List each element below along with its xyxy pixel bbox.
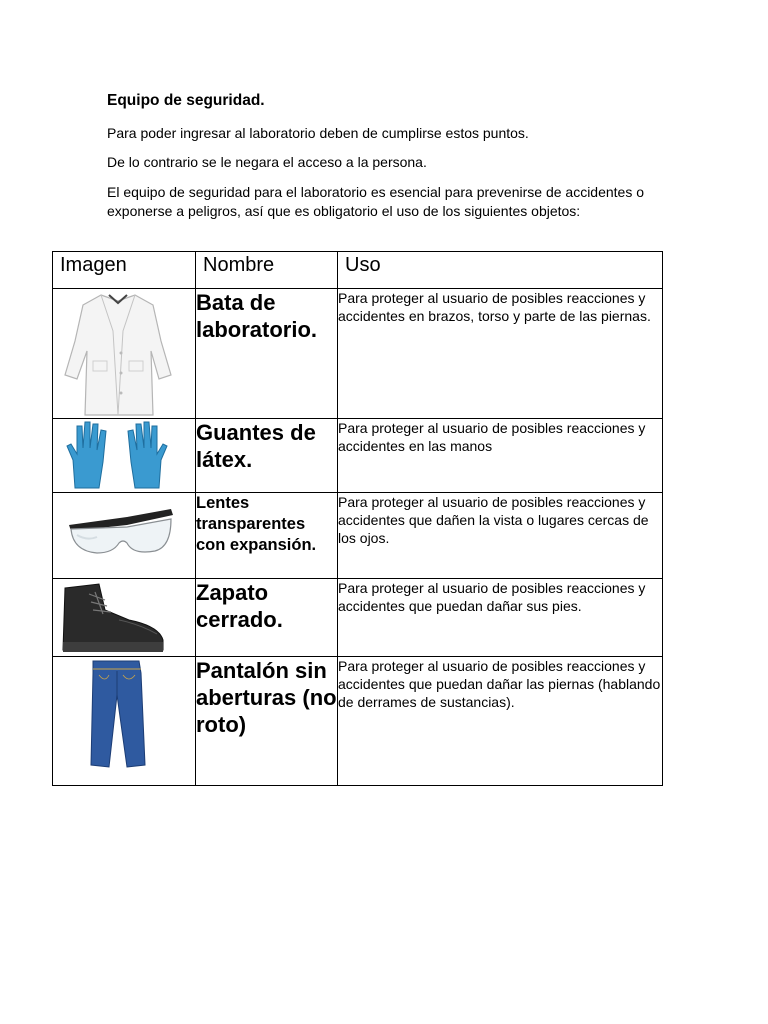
image-cell	[53, 289, 196, 419]
lab-coat-icon	[63, 291, 173, 417]
latex-gloves-icon	[65, 420, 169, 490]
safety-glasses-icon	[67, 505, 177, 565]
item-use: Para proteger al usuario de posibles reacciones y accidentes que puedan dañar sus pies.	[338, 579, 663, 657]
jeans-icon	[87, 659, 147, 769]
header-nombre: Nombre	[196, 252, 338, 289]
header-imagen: Imagen	[53, 252, 196, 289]
image-cell	[53, 419, 196, 493]
item-use: Para proteger al usuario de posibles reacciones y accidentes que dañen la vista o lugares cercas de los ojos.	[338, 493, 663, 579]
table-header-row	[53, 252, 663, 289]
item-name: Pantalón sin aberturas (no roto)	[196, 657, 338, 786]
image-cell	[53, 579, 196, 657]
paragraph-equipment: El equipo de seguridad para el laboratorio es esencial para prevenirse de accidentes o exponerse a peligros, así que es obligatorio el uso de los siguientes objetos:	[107, 184, 645, 219]
table-row	[53, 579, 663, 657]
item-use: Para proteger al usuario de posibles reacciones y accidentes en brazos, torso y parte de las piernas.	[338, 289, 663, 419]
closed-shoe-icon	[59, 580, 167, 656]
table-row	[53, 419, 663, 493]
paragraph-requirements: Para poder ingresar al laboratorio deben de cumplirse estos puntos.	[107, 125, 529, 141]
safety-equipment-table	[52, 251, 663, 786]
item-name: Bata de laboratorio.	[196, 289, 338, 419]
paragraph-denial: De lo contrario se le negara el acceso a la persona.	[107, 154, 427, 170]
item-use: Para proteger al usuario de posibles reacciones y accidentes en las manos	[338, 419, 663, 493]
item-use: Para proteger al usuario de posibles reacciones y accidentes que puedan dañar las piernas (hablando de derrames de sustancias).	[338, 657, 663, 786]
table-row	[53, 493, 663, 579]
table-row	[53, 289, 663, 419]
image-cell	[53, 493, 196, 579]
page-title: Equipo de seguridad.	[107, 92, 265, 109]
item-name: Zapato cerrado.	[196, 579, 338, 657]
item-name: Lentes transparentes con expansión.	[196, 493, 338, 579]
image-cell	[53, 657, 196, 786]
header-uso: Uso	[338, 252, 663, 289]
item-name: Guantes de látex.	[196, 419, 338, 493]
table-row	[53, 657, 663, 786]
